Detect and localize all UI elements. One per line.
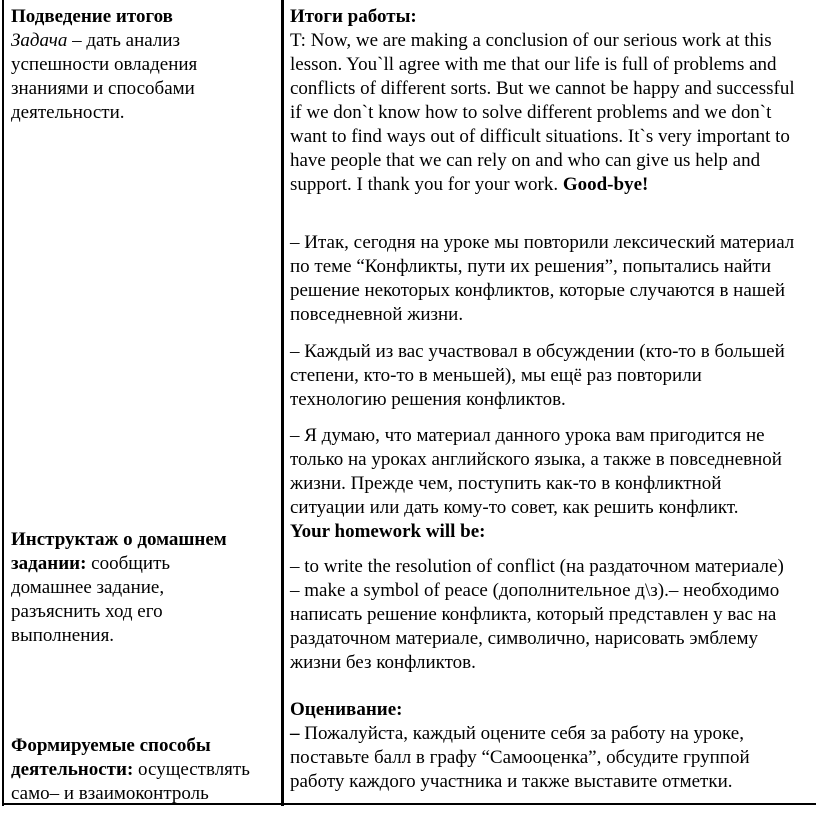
homework-line: выполнения. xyxy=(11,625,115,646)
homework-title-end: задании: xyxy=(11,553,87,574)
homework-block xyxy=(290,555,816,675)
summary-line: знаниями и способами xyxy=(11,78,195,99)
grading-title: Оценивание: xyxy=(290,699,403,720)
summary-task xyxy=(11,29,277,53)
para-line: степени, кто-то в меньшей), мы ещё раз повторили xyxy=(290,365,702,386)
homework-line: домашнее задание, xyxy=(11,577,165,598)
english-line: have people that we can rely on and who can give us help and xyxy=(290,150,761,171)
summary-line: успешности овладения xyxy=(11,54,198,75)
task-label: Задача xyxy=(11,30,68,51)
english-line: if we don`t know how to solve different problems and we don`t xyxy=(290,102,772,123)
summary-line: деятельности. xyxy=(11,102,125,123)
para-line: жизни. Прежде чем, поступить как-то в конфликтной xyxy=(290,473,722,494)
homework-line xyxy=(11,552,277,576)
grading-first: Пожалуйста, каждый оцените себя за работу на уроке, xyxy=(304,723,744,744)
english-line: conflicts of different sorts. But we cannot be happy and successful xyxy=(290,78,795,99)
homework-item: раздаточном материале, символично, нарисовать эмблему xyxy=(290,628,758,649)
results-block xyxy=(290,5,816,197)
grading-line: работу каждого участника и также выставите отметки. xyxy=(290,771,733,792)
english-last: support. I thank you for your work. xyxy=(290,174,563,195)
paragraph-usefulness xyxy=(290,424,816,544)
homework-item: жизни без конфликтов. xyxy=(290,652,476,673)
skills-line: само– и взаимоконтроль xyxy=(11,783,209,804)
homework-item: – make a symbol of peace (дополнительное д\з).– необходимо xyxy=(290,580,780,601)
para-line: – Каждый из вас участвовал в обсуждении (кто-то в большей xyxy=(290,341,785,362)
homework-title: Инструктаж о домашнем xyxy=(11,529,227,550)
skills-title: Формируемые способы xyxy=(11,735,211,756)
homework-heading: Your homework will be: xyxy=(290,521,486,542)
para-line: по теме “Конфликты, пути их решения”, попытались найти xyxy=(290,256,772,277)
homework-cell xyxy=(11,528,277,648)
para-line: технологию решения конфликтов. xyxy=(290,389,566,410)
skills-text: осуществлять xyxy=(133,759,250,780)
para-line: решение некоторых конфликтов, которые случаются в нашей xyxy=(290,280,786,301)
grading-dash: – xyxy=(290,723,305,744)
column-divider xyxy=(281,0,284,806)
skills-title-end: деятельности: xyxy=(11,759,134,780)
homework-item: – to write the resolution of conflict (на раздаточном материале) xyxy=(290,556,784,577)
paragraph-summary xyxy=(290,231,816,327)
grading-block xyxy=(290,698,816,794)
table-left-border xyxy=(2,0,4,806)
homework-line: разъяснить ход его xyxy=(11,601,163,622)
summary-cell xyxy=(11,5,277,125)
summary-title: Подведение итогов xyxy=(11,6,173,27)
english-line: lesson. You`ll agree with me that our life is full of problems and xyxy=(290,54,777,75)
skills-cell xyxy=(11,734,277,806)
para-line: ситуации или дать кому-то совет, как решить конфликт. xyxy=(290,497,739,518)
grading-line xyxy=(290,722,816,746)
para-line: только на уроках английского языка, а также в повседневной xyxy=(290,449,782,470)
english-line: T: Now, we are making a conclusion of our serious work at this xyxy=(290,30,772,51)
grading-line: поставьте балл в графу “Самооценка”, обсудите группой xyxy=(290,747,750,768)
para-line: – Я думаю, что материал данного урока вам пригодится не xyxy=(290,425,765,446)
para-line: – Итак, сегодня на уроке мы повторили лексический материал xyxy=(290,232,795,253)
skills-line xyxy=(11,758,277,782)
results-title: Итоги работы: xyxy=(290,6,417,27)
english-line xyxy=(290,173,816,197)
task-text: – дать анализ xyxy=(67,30,181,51)
paragraph-discussion xyxy=(290,340,816,412)
goodbye: Good-bye! xyxy=(562,174,649,195)
english-line: want to find ways out of difficult situations. It`s very important to xyxy=(290,126,790,147)
para-line: повседневной жизни. xyxy=(290,304,464,325)
homework-text: сообщить xyxy=(86,553,171,574)
homework-item: написать решение конфликта, который представлен у вас на xyxy=(290,604,777,625)
